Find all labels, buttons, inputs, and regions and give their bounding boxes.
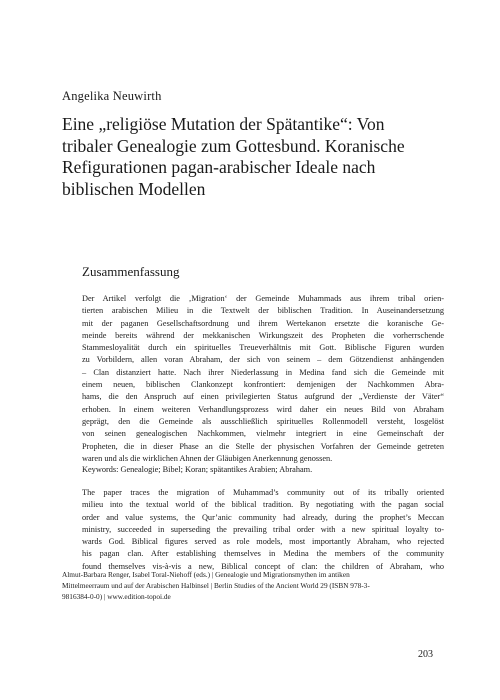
title-line: tribaler Genealogie zum Gottesbund. Koranische: [62, 135, 405, 156]
abstract-line: found themselves vis-à-vis a new, Biblical concept of clan: the children of Abraham, who: [82, 561, 444, 571]
abstract-line: erhoben. In einem weiteren Verhandlungsprozess wird daher ein neues Bild von Abraham: [82, 404, 444, 414]
abstract-line: order and value systems, the Qur’anic community had already, during the prophet’s Meccan: [82, 512, 444, 522]
abstract-line: waren und als die wirklichen Ahnen der Gläubigen Anerkennung genossen.: [82, 453, 333, 463]
abstract-line: zu Vorbildern, allen voran Abraham, der sich von seinem – dem Götzendienst anhängenden: [82, 355, 444, 365]
footer-line: 9816384-0-0) | www.edition-topoi.de: [62, 592, 171, 601]
abstract-line: hams, die den Anspruch auf einen privilegierten Status aufgrund der „Verdienste der Väter“: [82, 392, 444, 402]
abstract-line: geprägt, den die Gemeinde als ausschließlich spirituelles Rollenmodell versteht, losgelöst: [82, 416, 444, 426]
abstract-line: meinde bereits während der mekkanischen Wirkungszeit des Propheten die vorherrschende: [82, 330, 444, 340]
abstract-line: Der Artikel verfolgt die ‚Migration‘ der Gemeinde Muhammads aus ihrem tribal orien-: [82, 294, 444, 303]
footer-line: Mittelmeerraum und auf der Arabischen Halbinsel | Berlin Studies of the Ancient World 29 (ISBN 978-3-: [62, 581, 370, 590]
title-line: biblischen Modellen: [62, 178, 206, 199]
citation-footer: [62, 569, 442, 602]
abstract-line: wards God. Biblical figures served as role models, most importantly Abraham, who rejected: [82, 537, 444, 547]
keywords: Keywords: Genealogie; Bibel; Koran; spätantikes Arabien; Abraham.: [82, 465, 313, 474]
abstract-line: tierten arabischen Milieu in die Textwelt der biblischen Tradition. In Auseinandersetzung: [82, 306, 444, 316]
abstract-line: von seinen genealogischen Nachkommen, vielmehr integriert in eine Gemeinschaft der: [82, 429, 444, 439]
footer-line: Almut-Barbara Renger, Isabel Toral-Niehoff (eds.) | Genealogie und Migrationsmythen im antiken: [62, 570, 350, 579]
abstract-line: Propheten, die in dieser Phase an die Stelle der physischen Vorfahren der Gemeinde getreten: [82, 441, 444, 451]
abstract-line: Stammesloyalität durch ein spirituelles Treueverhältnis mit Gott. Biblische Figuren wurden: [82, 343, 444, 353]
abstract-line: mit der paganen Gesellschaftsordnung und ihrem Wertekanon ersetzte die koranische Ge-: [82, 318, 444, 328]
abstract-line: The paper traces the migration of Muhammad’s community out of its tribally oriented: [82, 488, 444, 497]
abstract-line: einem neuen, biblischen Clankonzept konfrontiert: demjenigen der Nachkommen Abra-: [82, 380, 444, 390]
abstract-line: milieu into the textual world of the biblical tradition. By negotiating with the pagan social: [82, 500, 444, 510]
author-name: Angelika Neuwirth: [62, 89, 162, 103]
abstract-heading: Zusammenfassung: [82, 264, 180, 279]
page-number: 203: [418, 649, 433, 660]
abstract-english: [82, 487, 444, 573]
abstract-line: ministry, succeeded in superseding the prevailing tribal order with a new spiritual loyalty to-: [82, 524, 444, 534]
title-line: Eine „religiöse Mutation der Spätantike“: Von: [62, 114, 385, 134]
abstract-line: his pagan clan. After establishing themselves in Medina the members of the community: [82, 549, 444, 559]
abstract-german: [82, 293, 444, 465]
title-line: Refigurationen pagan-arabischer Ideale nach: [62, 157, 376, 177]
abstract-line: – Clan distanziert hatte. Nach ihrer Niederlassung in Medina fand sich die Gemeinde mit: [82, 367, 444, 377]
article-title: [62, 114, 452, 200]
